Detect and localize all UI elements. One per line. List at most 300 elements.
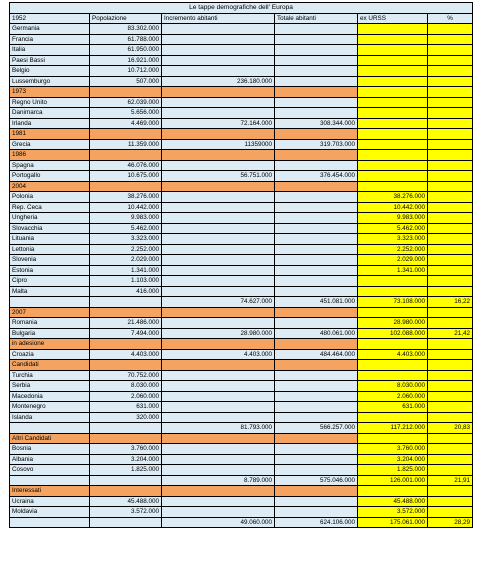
country-cell[interactable]: Turchia bbox=[10, 370, 90, 381]
ex-urss-cell[interactable]: 9.983.000 bbox=[358, 213, 428, 224]
increment-cell[interactable] bbox=[162, 486, 275, 497]
population-cell[interactable] bbox=[90, 517, 162, 528]
country-cell[interactable]: Portogallo bbox=[10, 171, 90, 182]
increment-cell[interactable]: 49.060.000 bbox=[162, 517, 275, 528]
country-cell[interactable]: Albania bbox=[10, 454, 90, 465]
total-cell[interactable] bbox=[275, 391, 358, 402]
total-cell[interactable] bbox=[275, 454, 358, 465]
country-cell[interactable]: Islanda bbox=[10, 412, 90, 423]
total-cell[interactable] bbox=[275, 433, 358, 444]
total-cell[interactable] bbox=[275, 129, 358, 140]
population-cell[interactable]: 16.921.000 bbox=[90, 55, 162, 66]
ex-urss-cell[interactable] bbox=[358, 171, 428, 182]
country-cell[interactable]: in adesione bbox=[10, 339, 90, 350]
increment-cell[interactable]: 81.793.000 bbox=[162, 423, 275, 434]
increment-cell[interactable] bbox=[162, 454, 275, 465]
increment-cell[interactable] bbox=[162, 360, 275, 371]
header-increment[interactable]: Incremento abitanti bbox=[162, 13, 275, 24]
population-cell[interactable] bbox=[90, 475, 162, 486]
country-cell[interactable]: 1973 bbox=[10, 87, 90, 98]
percent-cell[interactable] bbox=[428, 318, 473, 329]
increment-cell[interactable] bbox=[162, 412, 275, 423]
population-cell[interactable]: 62.039.000 bbox=[90, 97, 162, 108]
percent-cell[interactable] bbox=[428, 244, 473, 255]
percent-cell[interactable] bbox=[428, 139, 473, 150]
total-cell[interactable] bbox=[275, 444, 358, 455]
population-cell[interactable]: 320.000 bbox=[90, 412, 162, 423]
population-cell[interactable]: 61.788.000 bbox=[90, 34, 162, 45]
ex-urss-cell[interactable]: 45.488.000 bbox=[358, 496, 428, 507]
increment-cell[interactable] bbox=[162, 66, 275, 77]
ex-urss-cell[interactable] bbox=[358, 181, 428, 192]
percent-cell[interactable] bbox=[428, 192, 473, 203]
country-cell[interactable]: Interessati bbox=[10, 486, 90, 497]
population-cell[interactable]: 38.276.000 bbox=[90, 192, 162, 203]
total-cell[interactable] bbox=[275, 402, 358, 413]
ex-urss-cell[interactable]: 3.323.000 bbox=[358, 234, 428, 245]
percent-cell[interactable]: 21,91 bbox=[428, 475, 473, 486]
percent-cell[interactable] bbox=[428, 45, 473, 56]
ex-urss-cell[interactable] bbox=[358, 139, 428, 150]
country-cell[interactable]: Cipro bbox=[10, 276, 90, 287]
total-cell[interactable] bbox=[275, 286, 358, 297]
percent-cell[interactable] bbox=[428, 370, 473, 381]
increment-cell[interactable] bbox=[162, 255, 275, 266]
increment-cell[interactable]: 11359000 bbox=[162, 139, 275, 150]
total-cell[interactable]: 575.046.000 bbox=[275, 475, 358, 486]
population-cell[interactable] bbox=[90, 181, 162, 192]
header-total[interactable]: Totale abitanti bbox=[275, 13, 358, 24]
country-cell[interactable]: Serbia bbox=[10, 381, 90, 392]
population-cell[interactable]: 46.076.000 bbox=[90, 160, 162, 171]
total-cell[interactable] bbox=[275, 76, 358, 87]
percent-cell[interactable] bbox=[428, 87, 473, 98]
country-cell[interactable]: Lituania bbox=[10, 234, 90, 245]
total-cell[interactable] bbox=[275, 307, 358, 318]
total-cell[interactable] bbox=[275, 97, 358, 108]
total-cell[interactable] bbox=[275, 507, 358, 518]
country-cell[interactable]: Polonia bbox=[10, 192, 90, 203]
total-cell[interactable]: 451.081.000 bbox=[275, 297, 358, 308]
increment-cell[interactable] bbox=[162, 55, 275, 66]
ex-urss-cell[interactable]: 2.252.000 bbox=[358, 244, 428, 255]
ex-urss-cell[interactable]: 10.442.000 bbox=[358, 202, 428, 213]
total-cell[interactable] bbox=[275, 202, 358, 213]
ex-urss-cell[interactable]: 1.825.000 bbox=[358, 465, 428, 476]
total-cell[interactable] bbox=[275, 318, 358, 329]
ex-urss-cell[interactable] bbox=[358, 486, 428, 497]
total-cell[interactable] bbox=[275, 24, 358, 35]
population-cell[interactable] bbox=[90, 339, 162, 350]
total-cell[interactable] bbox=[275, 339, 358, 350]
country-cell[interactable]: Malta bbox=[10, 286, 90, 297]
increment-cell[interactable] bbox=[162, 381, 275, 392]
total-cell[interactable] bbox=[275, 265, 358, 276]
percent-cell[interactable]: 20,83 bbox=[428, 423, 473, 434]
percent-cell[interactable] bbox=[428, 150, 473, 161]
population-cell[interactable]: 21.486.000 bbox=[90, 318, 162, 329]
ex-urss-cell[interactable]: 631.000 bbox=[358, 402, 428, 413]
percent-cell[interactable] bbox=[428, 108, 473, 119]
country-cell[interactable]: Grecia bbox=[10, 139, 90, 150]
country-cell[interactable]: Bulgaria bbox=[10, 328, 90, 339]
increment-cell[interactable] bbox=[162, 444, 275, 455]
header-year[interactable]: 1952 bbox=[10, 13, 90, 24]
total-cell[interactable]: 624.106.000 bbox=[275, 517, 358, 528]
ex-urss-cell[interactable] bbox=[358, 55, 428, 66]
increment-cell[interactable] bbox=[162, 45, 275, 56]
increment-cell[interactable] bbox=[162, 286, 275, 297]
ex-urss-cell[interactable]: 2.029.000 bbox=[358, 255, 428, 266]
population-cell[interactable]: 3.204.000 bbox=[90, 454, 162, 465]
ex-urss-cell[interactable] bbox=[358, 412, 428, 423]
increment-cell[interactable] bbox=[162, 307, 275, 318]
population-cell[interactable] bbox=[90, 129, 162, 140]
increment-cell[interactable]: 28.980.000 bbox=[162, 328, 275, 339]
percent-cell[interactable] bbox=[428, 465, 473, 476]
increment-cell[interactable] bbox=[162, 402, 275, 413]
total-cell[interactable]: 308.344.000 bbox=[275, 118, 358, 129]
country-cell[interactable]: Romania bbox=[10, 318, 90, 329]
ex-urss-cell[interactable] bbox=[358, 307, 428, 318]
percent-cell[interactable] bbox=[428, 223, 473, 234]
population-cell[interactable]: 416.000 bbox=[90, 286, 162, 297]
percent-cell[interactable] bbox=[428, 381, 473, 392]
population-cell[interactable] bbox=[90, 486, 162, 497]
table-row bbox=[10, 76, 473, 87]
country-cell[interactable]: 2004 bbox=[10, 181, 90, 192]
percent-cell[interactable] bbox=[428, 34, 473, 45]
percent-cell[interactable] bbox=[428, 339, 473, 350]
percent-cell[interactable] bbox=[428, 454, 473, 465]
percent-cell[interactable]: 28,29 bbox=[428, 517, 473, 528]
ex-urss-cell[interactable]: 117.212.000 bbox=[358, 423, 428, 434]
ex-urss-cell[interactable] bbox=[358, 97, 428, 108]
ex-urss-cell[interactable]: 126.001.000 bbox=[358, 475, 428, 486]
country-cell[interactable]: Ucraina bbox=[10, 496, 90, 507]
increment-cell[interactable] bbox=[162, 507, 275, 518]
country-cell[interactable]: Italia bbox=[10, 45, 90, 56]
ex-urss-cell[interactable] bbox=[358, 433, 428, 444]
country-cell[interactable] bbox=[10, 475, 90, 486]
increment-cell[interactable] bbox=[162, 244, 275, 255]
percent-cell[interactable] bbox=[428, 444, 473, 455]
country-cell[interactable]: Moldavia bbox=[10, 507, 90, 518]
population-cell[interactable]: 5.462.000 bbox=[90, 223, 162, 234]
increment-cell[interactable] bbox=[162, 181, 275, 192]
country-cell[interactable] bbox=[10, 517, 90, 528]
percent-cell[interactable] bbox=[428, 349, 473, 360]
ex-urss-cell[interactable]: 38.276.000 bbox=[358, 192, 428, 203]
increment-cell[interactable] bbox=[162, 24, 275, 35]
ex-urss-cell[interactable] bbox=[358, 129, 428, 140]
total-cell[interactable]: 566.257.000 bbox=[275, 423, 358, 434]
population-cell[interactable]: 45.488.000 bbox=[90, 496, 162, 507]
population-cell[interactable]: 1.825.000 bbox=[90, 465, 162, 476]
table-row bbox=[10, 328, 473, 339]
table-row bbox=[10, 24, 473, 35]
ex-urss-cell[interactable]: 5.462.000 bbox=[358, 223, 428, 234]
increment-cell[interactable] bbox=[162, 34, 275, 45]
percent-cell[interactable] bbox=[428, 213, 473, 224]
ex-urss-cell[interactable]: 4.403.000 bbox=[358, 349, 428, 360]
ex-urss-cell[interactable] bbox=[358, 339, 428, 350]
increment-cell[interactable] bbox=[162, 129, 275, 140]
ex-urss-cell[interactable]: 3.760.000 bbox=[358, 444, 428, 455]
country-cell[interactable] bbox=[10, 423, 90, 434]
increment-cell[interactable]: 236.180.000 bbox=[162, 76, 275, 87]
ex-urss-cell[interactable] bbox=[358, 370, 428, 381]
increment-cell[interactable]: 72.164.000 bbox=[162, 118, 275, 129]
increment-cell[interactable]: 4.403.000 bbox=[162, 349, 275, 360]
country-cell[interactable]: 1986 bbox=[10, 150, 90, 161]
population-cell[interactable] bbox=[90, 307, 162, 318]
percent-cell[interactable]: 16,22 bbox=[428, 297, 473, 308]
ex-urss-cell[interactable] bbox=[358, 160, 428, 171]
percent-cell[interactable] bbox=[428, 286, 473, 297]
total-cell[interactable] bbox=[275, 160, 358, 171]
total-cell[interactable]: 376.454.000 bbox=[275, 171, 358, 182]
country-cell[interactable]: 1981 bbox=[10, 129, 90, 140]
total-cell[interactable] bbox=[275, 360, 358, 371]
increment-cell[interactable]: 74.627.000 bbox=[162, 297, 275, 308]
population-cell[interactable]: 5.656.000 bbox=[90, 108, 162, 119]
percent-cell[interactable] bbox=[428, 97, 473, 108]
population-cell[interactable]: 9.983.000 bbox=[90, 213, 162, 224]
ex-urss-cell[interactable]: 8.030.000 bbox=[358, 381, 428, 392]
ex-urss-cell[interactable]: 175.061.000 bbox=[358, 517, 428, 528]
ex-urss-cell[interactable]: 3.572.000 bbox=[358, 507, 428, 518]
population-cell[interactable]: 10.675.000 bbox=[90, 171, 162, 182]
percent-cell[interactable] bbox=[428, 171, 473, 182]
population-cell[interactable]: 2.252.000 bbox=[90, 244, 162, 255]
population-cell[interactable]: 1.341.000 bbox=[90, 265, 162, 276]
total-cell[interactable] bbox=[275, 234, 358, 245]
population-cell[interactable] bbox=[90, 150, 162, 161]
population-cell[interactable]: 11.359.000 bbox=[90, 139, 162, 150]
country-cell[interactable]: Altri Candidati bbox=[10, 433, 90, 444]
percent-cell[interactable] bbox=[428, 391, 473, 402]
header-population[interactable]: Popolazione bbox=[90, 13, 162, 24]
percent-cell[interactable] bbox=[428, 307, 473, 318]
percent-cell[interactable] bbox=[428, 66, 473, 77]
percent-cell[interactable] bbox=[428, 412, 473, 423]
increment-cell[interactable] bbox=[162, 465, 275, 476]
total-cell[interactable]: 484.464.000 bbox=[275, 349, 358, 360]
population-cell[interactable]: 3.323.000 bbox=[90, 234, 162, 245]
percent-cell[interactable] bbox=[428, 118, 473, 129]
population-cell[interactable]: 3.760.000 bbox=[90, 444, 162, 455]
population-cell[interactable]: 10.712.000 bbox=[90, 66, 162, 77]
percent-cell[interactable] bbox=[428, 507, 473, 518]
total-cell[interactable] bbox=[275, 213, 358, 224]
ex-urss-cell[interactable] bbox=[358, 24, 428, 35]
increment-cell[interactable] bbox=[162, 433, 275, 444]
ex-urss-cell[interactable]: 1.341.000 bbox=[358, 265, 428, 276]
percent-cell[interactable] bbox=[428, 402, 473, 413]
country-cell[interactable]: Cosovo bbox=[10, 465, 90, 476]
total-cell[interactable] bbox=[275, 55, 358, 66]
increment-cell[interactable] bbox=[162, 370, 275, 381]
increment-cell[interactable] bbox=[162, 318, 275, 329]
increment-cell[interactable] bbox=[162, 496, 275, 507]
increment-cell[interactable] bbox=[162, 213, 275, 224]
population-cell[interactable]: 1.103.000 bbox=[90, 276, 162, 287]
country-cell[interactable]: Lettonia bbox=[10, 244, 90, 255]
percent-cell[interactable] bbox=[428, 433, 473, 444]
population-cell[interactable]: 631.000 bbox=[90, 402, 162, 413]
ex-urss-cell[interactable] bbox=[358, 276, 428, 287]
ex-urss-cell[interactable] bbox=[358, 360, 428, 371]
increment-cell[interactable] bbox=[162, 97, 275, 108]
population-cell[interactable]: 2.060.000 bbox=[90, 391, 162, 402]
table-title[interactable]: Le tappe demografiche dell' Europa bbox=[10, 3, 473, 14]
percent-cell[interactable] bbox=[428, 55, 473, 66]
percent-cell[interactable] bbox=[428, 234, 473, 245]
ex-urss-cell[interactable]: 3.204.000 bbox=[358, 454, 428, 465]
country-cell[interactable]: Slovenia bbox=[10, 255, 90, 266]
country-cell[interactable]: Francia bbox=[10, 34, 90, 45]
country-cell[interactable] bbox=[10, 297, 90, 308]
total-cell[interactable] bbox=[275, 276, 358, 287]
country-cell[interactable]: Irlanda bbox=[10, 118, 90, 129]
country-cell[interactable]: Rep. Ceca bbox=[10, 202, 90, 213]
increment-cell[interactable] bbox=[162, 160, 275, 171]
total-cell[interactable] bbox=[275, 223, 358, 234]
ex-urss-cell[interactable] bbox=[358, 118, 428, 129]
country-cell[interactable]: 2007 bbox=[10, 307, 90, 318]
total-cell[interactable] bbox=[275, 255, 358, 266]
population-cell[interactable]: 4.469.000 bbox=[90, 118, 162, 129]
header-ex-urss[interactable]: ex URSS bbox=[358, 13, 428, 24]
ex-urss-cell[interactable] bbox=[358, 34, 428, 45]
increment-cell[interactable] bbox=[162, 339, 275, 350]
total-cell[interactable] bbox=[275, 45, 358, 56]
ex-urss-cell[interactable]: 73.108.000 bbox=[358, 297, 428, 308]
population-cell[interactable]: 7.494.000 bbox=[90, 328, 162, 339]
total-cell[interactable] bbox=[275, 381, 358, 392]
percent-cell[interactable] bbox=[428, 496, 473, 507]
population-cell[interactable]: 70.752.000 bbox=[90, 370, 162, 381]
increment-cell[interactable] bbox=[162, 87, 275, 98]
ex-urss-cell[interactable]: 2.060.000 bbox=[358, 391, 428, 402]
total-cell[interactable] bbox=[275, 465, 358, 476]
percent-cell[interactable] bbox=[428, 265, 473, 276]
population-cell[interactable] bbox=[90, 297, 162, 308]
header-percent[interactable]: % bbox=[428, 13, 473, 24]
country-cell[interactable]: Estonia bbox=[10, 265, 90, 276]
increment-cell[interactable]: 56.751.000 bbox=[162, 171, 275, 182]
percent-cell[interactable] bbox=[428, 160, 473, 171]
total-cell[interactable] bbox=[275, 150, 358, 161]
increment-cell[interactable] bbox=[162, 276, 275, 287]
country-cell[interactable]: Regno Unito bbox=[10, 97, 90, 108]
population-cell[interactable] bbox=[90, 433, 162, 444]
ex-urss-cell[interactable] bbox=[358, 286, 428, 297]
country-cell[interactable]: Paesi Bassi bbox=[10, 55, 90, 66]
percent-cell[interactable] bbox=[428, 202, 473, 213]
ex-urss-cell[interactable] bbox=[358, 150, 428, 161]
population-cell[interactable]: 83.302.000 bbox=[90, 24, 162, 35]
total-cell[interactable] bbox=[275, 244, 358, 255]
country-cell[interactable]: Belgio bbox=[10, 66, 90, 77]
total-cell[interactable] bbox=[275, 412, 358, 423]
increment-cell[interactable] bbox=[162, 108, 275, 119]
population-cell[interactable]: 4.403.000 bbox=[90, 349, 162, 360]
total-cell[interactable] bbox=[275, 496, 358, 507]
percent-cell[interactable] bbox=[428, 181, 473, 192]
ex-urss-cell[interactable] bbox=[358, 108, 428, 119]
total-cell[interactable] bbox=[275, 66, 358, 77]
total-cell[interactable] bbox=[275, 108, 358, 119]
increment-cell[interactable]: 8.789.000 bbox=[162, 475, 275, 486]
population-cell[interactable] bbox=[90, 360, 162, 371]
percent-cell[interactable] bbox=[428, 255, 473, 266]
percent-cell[interactable] bbox=[428, 276, 473, 287]
table-row bbox=[10, 55, 473, 66]
total-cell[interactable] bbox=[275, 181, 358, 192]
percent-cell[interactable]: 21,42 bbox=[428, 328, 473, 339]
increment-cell[interactable] bbox=[162, 223, 275, 234]
percent-cell[interactable] bbox=[428, 486, 473, 497]
percent-cell[interactable] bbox=[428, 360, 473, 371]
total-cell[interactable] bbox=[275, 192, 358, 203]
country-cell[interactable]: Slovacchia bbox=[10, 223, 90, 234]
country-cell[interactable]: Macedonia bbox=[10, 391, 90, 402]
population-cell[interactable]: 3.572.000 bbox=[90, 507, 162, 518]
percent-cell[interactable] bbox=[428, 129, 473, 140]
ex-urss-cell[interactable]: 102.088.000 bbox=[358, 328, 428, 339]
increment-cell[interactable] bbox=[162, 265, 275, 276]
total-cell[interactable]: 319.703.000 bbox=[275, 139, 358, 150]
increment-cell[interactable] bbox=[162, 202, 275, 213]
total-cell[interactable] bbox=[275, 370, 358, 381]
increment-cell[interactable] bbox=[162, 150, 275, 161]
country-cell[interactable]: Ungheria bbox=[10, 213, 90, 224]
percent-cell[interactable] bbox=[428, 24, 473, 35]
population-cell[interactable]: 8.030.000 bbox=[90, 381, 162, 392]
country-cell[interactable]: Danimarca bbox=[10, 108, 90, 119]
percent-cell[interactable] bbox=[428, 76, 473, 87]
increment-cell[interactable] bbox=[162, 234, 275, 245]
country-cell[interactable]: Montenegro bbox=[10, 402, 90, 413]
total-cell[interactable] bbox=[275, 486, 358, 497]
total-cell[interactable] bbox=[275, 87, 358, 98]
population-cell[interactable]: 61.950.000 bbox=[90, 45, 162, 56]
ex-urss-cell[interactable]: 28.980.000 bbox=[358, 318, 428, 329]
total-cell[interactable]: 480.061.000 bbox=[275, 328, 358, 339]
country-cell[interactable]: Germania bbox=[10, 24, 90, 35]
population-cell[interactable]: 2.029.000 bbox=[90, 255, 162, 266]
country-cell[interactable]: Croazia bbox=[10, 349, 90, 360]
increment-cell[interactable] bbox=[162, 391, 275, 402]
population-cell[interactable]: 507.000 bbox=[90, 76, 162, 87]
population-cell[interactable] bbox=[90, 87, 162, 98]
population-cell[interactable] bbox=[90, 423, 162, 434]
country-cell[interactable]: Bosnia bbox=[10, 444, 90, 455]
ex-urss-cell[interactable] bbox=[358, 45, 428, 56]
country-cell[interactable]: Lussemburgo bbox=[10, 76, 90, 87]
ex-urss-cell[interactable] bbox=[358, 87, 428, 98]
ex-urss-cell[interactable] bbox=[358, 66, 428, 77]
population-cell[interactable]: 10.442.000 bbox=[90, 202, 162, 213]
increment-cell[interactable] bbox=[162, 192, 275, 203]
country-cell[interactable]: Spagna bbox=[10, 160, 90, 171]
country-cell[interactable]: Candidati bbox=[10, 360, 90, 371]
table-row bbox=[10, 160, 473, 171]
ex-urss-cell[interactable] bbox=[358, 76, 428, 87]
total-cell[interactable] bbox=[275, 34, 358, 45]
